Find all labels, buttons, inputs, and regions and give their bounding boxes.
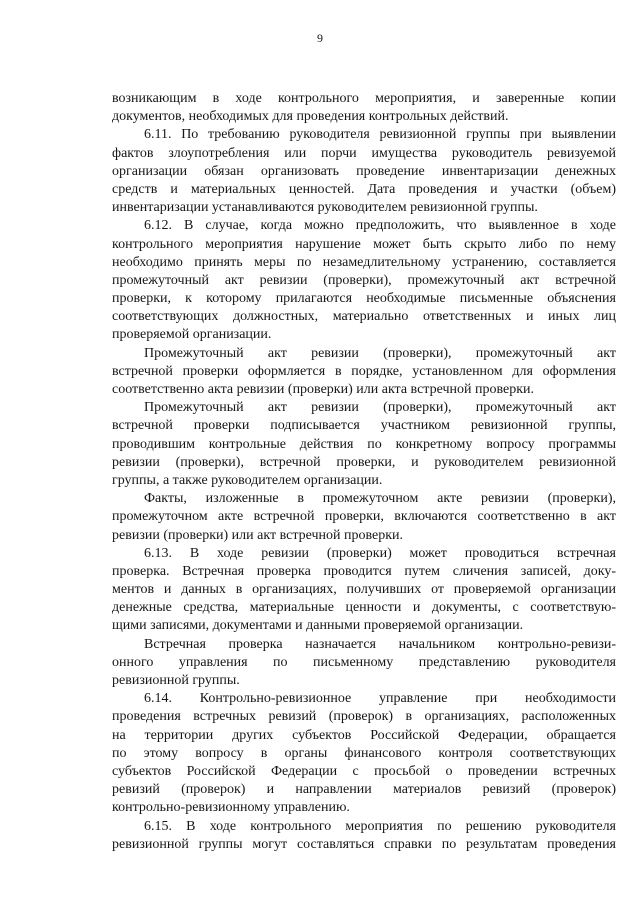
text-line: группы, а также руководителем организации.: [112, 472, 383, 488]
text-line: 6.11. По требованию руководителя ревизионной группы при выявлении: [144, 127, 616, 143]
paragraph-p-interim-sign: [112, 399, 616, 490]
text-line: ревизии (проверки), встречной проверки, и руководителем ревизионной: [112, 454, 616, 470]
text-line: фактов злоупотребления или порчи имущества руководитель ревизуемой: [112, 145, 616, 161]
text-line: ментов и данных в организациях, получивших от проверяемой организации: [112, 582, 616, 598]
paragraph-p-facts: [112, 490, 616, 545]
paragraph-p-6-13: [112, 545, 616, 636]
paragraph-p-6-14: [112, 690, 616, 817]
text-line: проверка. Встречная проверка проводится путем сличения записей, доку-: [112, 563, 616, 579]
text-line: 6.12. В случае, когда можно предположить, что выявленное в ходе: [144, 218, 616, 234]
text-line: документов, необходимых для проведения контрольных действий.: [112, 109, 509, 125]
text-line: проверки, к которому прилагаются необходимые письменные объяснения: [112, 291, 616, 307]
text-line: инвентаризации устанавливаются руководителем ревизионной группы.: [112, 200, 538, 216]
paragraph-p-interim-form: [112, 345, 616, 400]
text-line: онного управления по письменному представлению руководителя: [112, 654, 616, 670]
text-line: промежуточный акт ревизии (проверки), промежуточный акт встречной: [112, 272, 616, 288]
text-line: денежные средства, материальные ценности и документы, с соответствую-: [112, 600, 616, 616]
text-line: щими записями, документами и данными проверяемой организации.: [112, 618, 524, 634]
text-line: ревизионной группы могут составляться справки по результатам проведения: [112, 836, 616, 852]
text-line: контрольного мероприятия нарушение может быть скрыто либо по нему: [112, 236, 616, 252]
text-line: встречной проверки подписывается участником ревизионной группы,: [112, 418, 616, 434]
text-line: 6.14. Контрольно-ревизионное управление при необходимости: [144, 691, 616, 707]
text-line: проверяемой организации.: [112, 327, 272, 343]
paragraph-p-counter-assign: [112, 636, 616, 691]
text-line: ревизий (проверок) и направлении материалов ревизий (проверок): [112, 782, 616, 798]
text-line: встречной проверки оформляется в порядке, установленном для оформления: [112, 363, 616, 379]
text-line: соответствующих должностных, материально ответственных и иных лиц: [112, 309, 616, 325]
document-body: [112, 90, 616, 854]
text-line: проведения встречных ревизий (проверок) в организациях, расположенных: [112, 709, 616, 725]
paragraph-p-6-12: [112, 217, 616, 344]
page-number: 9: [317, 31, 323, 45]
text-line: Встречная проверка назначается начальником контрольно-ревизи-: [144, 636, 616, 652]
text-line: необходимо принять меры по незамедлительному устранению, составляется: [112, 254, 616, 270]
text-line: на территории других субъектов Российской Федерации, обращается: [112, 727, 616, 743]
text-line: организации обязан организовать проведение инвентаризации денежных: [112, 163, 616, 179]
paragraph-p-6-15: [112, 818, 616, 854]
text-line: 6.13. В ходе ревизии (проверки) может проводиться встречная: [144, 545, 616, 561]
text-line: возникающим в ходе контрольного мероприятия, и заверенные копии: [112, 91, 616, 106]
text-line: промежуточном акте встречной проверки, включаются соответственно в акт: [112, 509, 616, 525]
text-line: Факты, изложенные в промежуточном акте ревизии (проверки),: [144, 491, 616, 507]
text-line: проводившим контрольные действия по конкретному вопросу программы: [112, 436, 616, 452]
text-line: субъектов Российской Федерации с просьбой о проведении встречных: [112, 763, 616, 779]
text-line: ревизии (проверки) или акт встречной проверки.: [112, 527, 404, 543]
text-line: Промежуточный акт ревизии (проверки), промежуточный акт: [144, 345, 616, 361]
text-line: средств и материальных ценностей. Дата проведения и участки (объем): [112, 181, 616, 197]
paragraph-p-continuation: [112, 90, 616, 126]
text-line: 6.15. В ходе контрольного мероприятия по решению руководителя: [144, 818, 616, 834]
text-line: по этому вопросу в органы финансового контроля соответствующих: [112, 745, 616, 761]
text-line: ревизионной группы.: [112, 673, 240, 688]
text-line: контрольно-ревизионному управлению.: [112, 800, 350, 816]
text-line: соответственно акта ревизии (проверки) или акта встречной проверки.: [112, 382, 535, 397]
paragraph-p-6-11: [112, 126, 616, 217]
text-line: Промежуточный акт ревизии (проверки), промежуточный акт: [144, 400, 616, 416]
